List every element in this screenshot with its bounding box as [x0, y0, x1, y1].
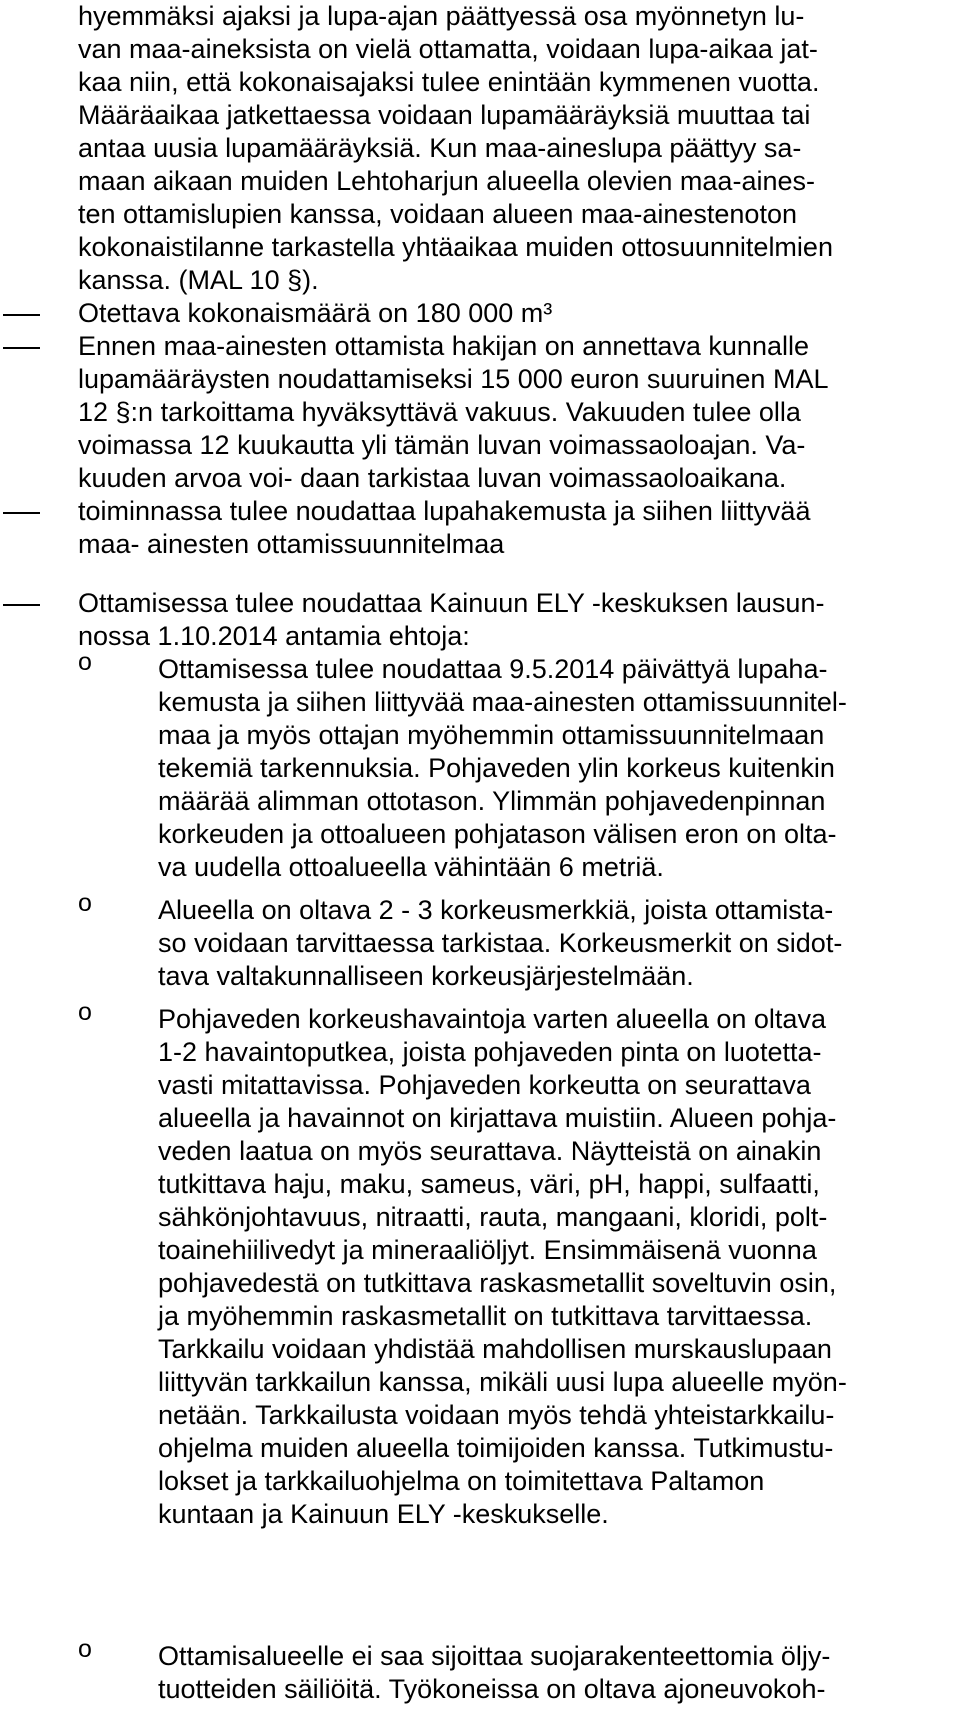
- dash-marker: [3, 512, 40, 514]
- text-line: kuntaan ja Kainuun ELY -keskukselle.: [158, 1499, 609, 1529]
- dash-marker: [3, 314, 40, 316]
- text-line: tekemiä tarkennuksia. Pohjaveden ylin korkeus kuitenkin: [158, 753, 835, 783]
- text-line: Määräaikaa jatkettaessa voidaan lupamääräyksiä muuttaa tai: [78, 100, 811, 130]
- text-line: kuuden arvoa voi- daan tarkistaa luvan voimassaoloaikana.: [78, 463, 787, 493]
- text-line: va uudella ottoalueella vähintään 6 metriä.: [158, 852, 664, 882]
- text-line: toiminnassa tulee noudattaa lupahakemusta ja siihen liittyvää: [78, 496, 811, 526]
- text-line: Ottamisalueelle ei saa sijoittaa suojarakenteettomia öljy-: [158, 1641, 831, 1671]
- text-line: tuotteiden säiliöitä. Työkoneissa on oltava ajoneuvokoh-: [158, 1674, 826, 1704]
- text-line: korkeuden ja ottoalueen pohjatason välisen eron on olta-: [158, 819, 837, 849]
- text-line: määrää alimman ottotason. Ylimmän pohjavedenpinnan: [158, 786, 826, 816]
- text-line: kaa niin, että kokonaisajaksi tulee enintään kymmenen vuotta.: [78, 67, 820, 97]
- text-line: Alueella on oltava 2 - 3 korkeusmerkkiä, joista ottamista-: [158, 895, 834, 925]
- text-line: maa ja myös ottajan myöhemmin ottamissuunnitelmaan: [158, 720, 825, 750]
- text-line: ohjelma muiden alueella toimijoiden kanssa. Tutkimustu-: [158, 1433, 834, 1463]
- text-line: sähkönjohtavuus, nitraatti, rauta, mangaani, kloridi, polt-: [158, 1202, 828, 1232]
- text-line: Ottamisessa tulee noudattaa Kainuun ELY -keskuksen lausun-: [78, 588, 825, 618]
- text-line: hyemmäksi ajaksi ja lupa-ajan päättyessä osa myönnetyn lu-: [78, 1, 805, 31]
- text-line: Tarkkailu voidaan yhdistää mahdollisen murskauslupaan: [158, 1334, 832, 1364]
- text-line: tava valtakunnalliseen korkeusjärjestelmään.: [158, 961, 694, 991]
- text-line: tutkittava haju, maku, sameus, väri, pH, happi, sulfaatti,: [158, 1169, 820, 1199]
- text-line: nossa 1.10.2014 antamia ehtoja:: [78, 621, 470, 651]
- text-line: so voidaan tarvittaessa tarkistaa. Korkeusmerkit on sidot-: [158, 928, 843, 958]
- text-line: vasti mitattavissa. Pohjaveden korkeutta on seurattava: [158, 1070, 811, 1100]
- text-line: voimassa 12 kuukautta yli tämän luvan voimassaoloajan. Va-: [78, 430, 806, 460]
- bullet-marker: o: [78, 1635, 92, 1663]
- text-line: maa- ainesten ottamissuunnitelmaa: [78, 529, 505, 559]
- bullet-marker: o: [78, 648, 92, 676]
- text-line: kokonaistilanne tarkastella yhtäaikaa muiden ottosuunnitelmien: [78, 232, 833, 262]
- text-line: Pohjaveden korkeushavaintoja varten alueella on oltava: [158, 1004, 826, 1034]
- text-line: lupamääräysten noudattamiseksi 15 000 euron suuruinen MAL: [78, 364, 829, 394]
- text-line: van maa-aineksista on vielä ottamatta, voidaan lupa-aikaa jat-: [78, 34, 818, 64]
- text-line: ja myöhemmin raskasmetallit on tutkittava tarvittaessa.: [158, 1301, 813, 1331]
- text-line: kemusta ja siihen liittyvää maa-ainesten ottamissuunnitel-: [158, 687, 847, 717]
- text-line: liittyvän tarkkailun kanssa, mikäli uusi lupa alueelle myön-: [158, 1367, 847, 1397]
- text-line: maan aikaan muiden Lehtoharjun alueella olevien maa-aines-: [78, 166, 815, 196]
- bullet-marker: o: [78, 889, 92, 917]
- text-line: 1-2 havaintoputkea, joista pohjaveden pinta on luotetta-: [158, 1037, 822, 1067]
- text-line: antaa uusia lupamääräyksiä. Kun maa-aineslupa päättyy sa-: [78, 133, 802, 163]
- text-line: pohjavedestä on tutkittava raskasmetallit soveltuvin osin,: [158, 1268, 837, 1298]
- text-line: Ottamisessa tulee noudattaa 9.5.2014 päivättyä lupaha-: [158, 654, 828, 684]
- text-line: Otettava kokonaismäärä on 180 000 m³: [78, 298, 553, 328]
- text-line: veden laatua on myös seurattava. Näytteistä on ainakin: [158, 1136, 822, 1166]
- text-line: 12 §:n tarkoittama hyväksyttävä vakuus. Vakuuden tulee olla: [78, 397, 801, 427]
- bullet-marker: o: [78, 998, 92, 1026]
- text-line: kanssa. (MAL 10 §).: [78, 265, 319, 295]
- text-line: alueella ja havainnot on kirjattava muistiin. Alueen pohja-: [158, 1103, 837, 1133]
- text-line: netään. Tarkkailusta voidaan myös tehdä yhteistarkkailu-: [158, 1400, 835, 1430]
- dash-marker: [3, 347, 40, 349]
- dash-marker: [3, 604, 40, 606]
- text-line: lokset ja tarkkailuohjelma on toimitettava Paltamon: [158, 1466, 765, 1496]
- text-line: Ennen maa-ainesten ottamista hakijan on annettava kunnalle: [78, 331, 809, 361]
- text-line: toainehiilivedyt ja mineraaliöljyt. Ensimmäisenä vuonna: [158, 1235, 817, 1265]
- text-line: ten ottamislupien kanssa, voidaan alueen maa-ainestenoton: [78, 199, 797, 229]
